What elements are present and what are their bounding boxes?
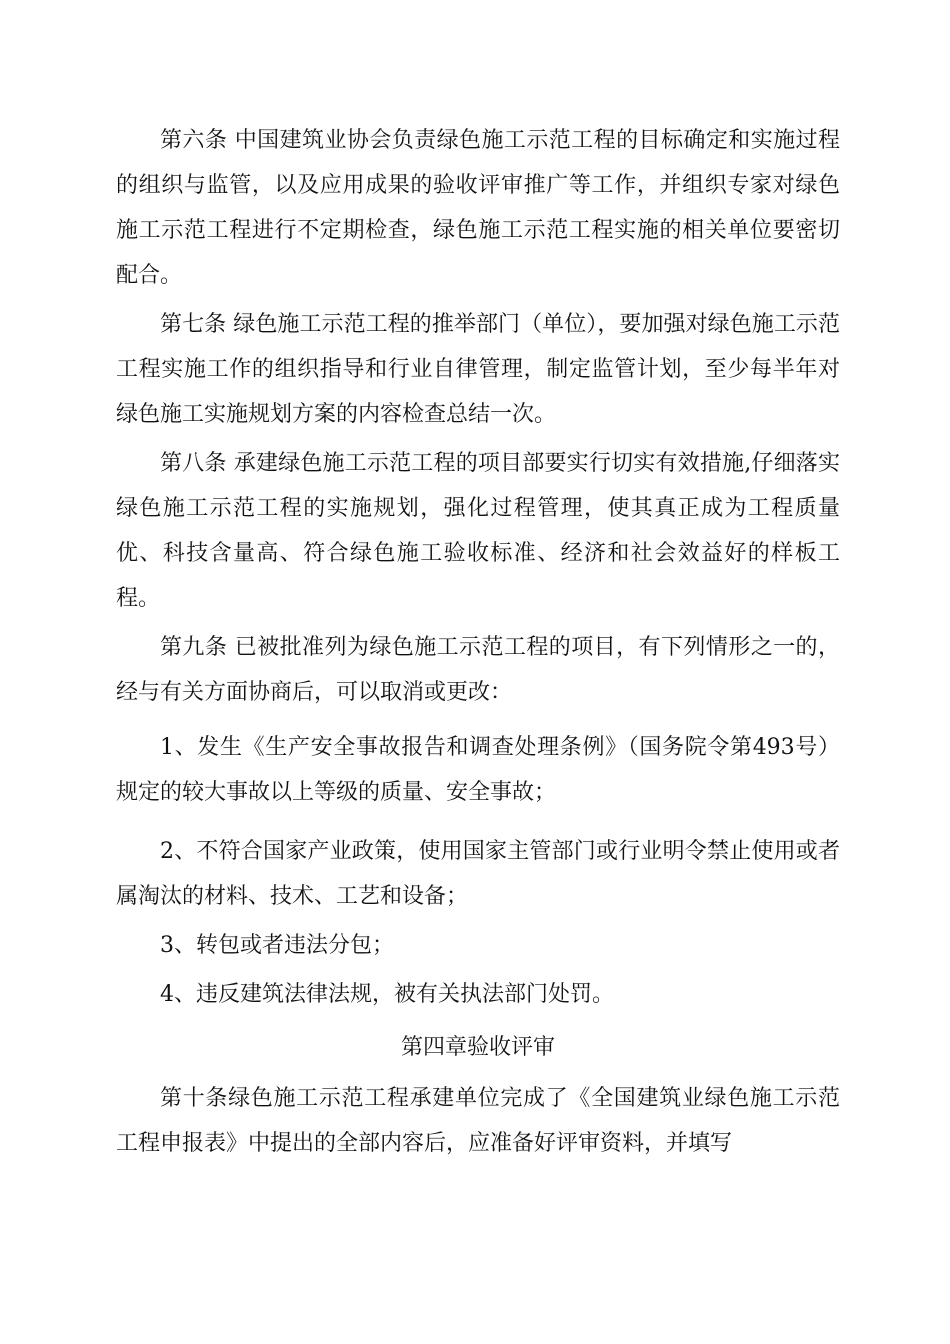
chapter-heading: 第四章验收评审 bbox=[400, 1035, 555, 1060]
article-10: 第十条绿色施工示范工程承建单位完成了《全国建筑业绿色施工示范工程申报表》中提出的全部内容后，应准备好评审资料，并填写 bbox=[116, 1086, 840, 1156]
article-6: 第六条 中国建筑业协会负责绿色施工示范工程的目标确定和实施过程的组织与监管，以及应用成果的验收评审推广等工作，并组织专家对绿色施工示范工程进行不定期检查，绿色施工示范工程实施的相关单位要密切配合。 bbox=[116, 128, 840, 288]
list-item-1: 1、发生《生产安全事故报告和调查处理条例》（国务院令第493号）规定的较大事故以上等级的质量、安全事故； bbox=[116, 735, 840, 805]
list-item-3: 3、转包或者违法分包； bbox=[160, 933, 394, 958]
list-item-2: 2、不符合国家产业政策，使用国家主管部门或行业明令禁止使用或者属淘汰的材料、技术、工艺和设备； bbox=[116, 839, 840, 909]
article-9: 第九条 已被批准列为绿色施工示范工程的项目，有下列情形之一的，经与有关方面协商后，可以取消或更改： bbox=[116, 635, 840, 705]
article-8: 第八条 承建绿色施工示范工程的项目部要实行切实有效措施,仔细落实绿色施工示范工程的实施规划，强化过程管理，使其真正成为工程质量优、科技含量高、符合绿色施工验收标准、经济和社会效益好的样板工程。 bbox=[116, 451, 840, 611]
article-7: 第七条 绿色施工示范工程的推举部门（单位），要加强对绿色施工示范工程实施工作的组织指导和行业自律管理，制定监管计划，至少每半年对绿色施工实施规划方案的内容检查总结一次。 bbox=[116, 312, 840, 427]
list-item-4: 4、违反建筑法律法规，被有关执法部门处罚。 bbox=[160, 982, 614, 1007]
document-body bbox=[116, 118, 840, 1166]
